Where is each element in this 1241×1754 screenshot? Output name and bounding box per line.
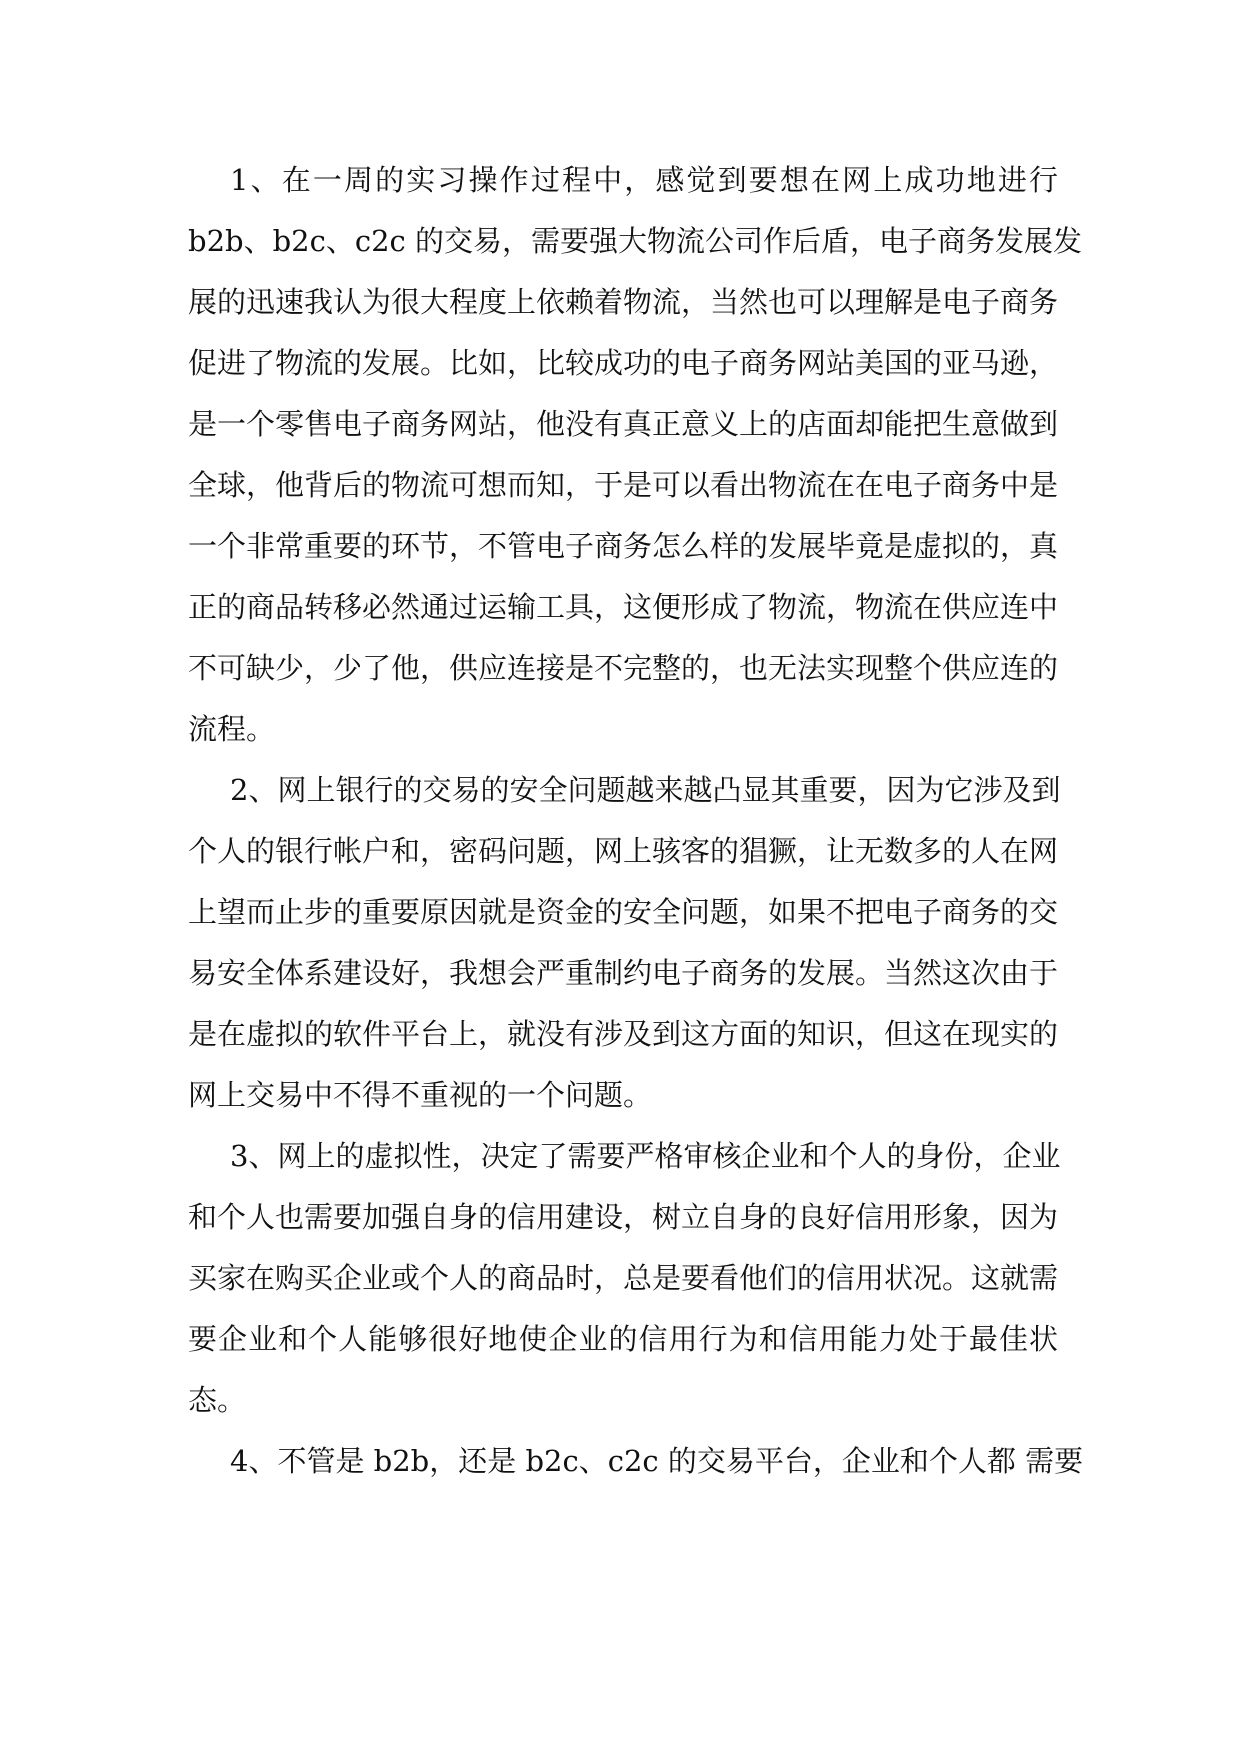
paragraph-3 [188,1126,1061,1431]
paragraph-1 [188,150,1082,760]
paragraph-line: 流程。 [188,712,276,746]
paragraph-line: 4、不管是 b2b，还是 b2c、c2c 的交易平台，企业和个人都 需要 [230,1444,1084,1478]
paragraph-line: 1、在一周的实习操作过程中，感觉到要想在网上成功地进行 [230,163,1058,197]
paragraph-line: 是在虚拟的软件平台上，就没有涉及到这方面的知识，但这在现实的 [188,1017,1059,1051]
paragraph-line: 买家在购买企业或个人的商品时，总是要看他们的信用状况。这就需 [188,1261,1059,1295]
paragraph-line: 2、网上银行的交易的安全问题越来越凸显其重要，因为它涉及到 [230,773,1061,807]
paragraph-line: 一个非常重要的环节，不管电子商务怎么样的发展毕竟是虚拟的，真 [188,529,1059,563]
paragraph-line: 展的迅速我认为很大程度上依赖着物流，当然也可以理解是电子商务 [188,285,1059,319]
paragraph-line: 正的商品转移必然通过运输工具，这便形成了物流，物流在供应连中 [188,590,1059,624]
paragraph-line: 是一个零售电子商务网站，他没有真正意义上的店面却能把生意做到 [188,407,1059,441]
document-body [188,150,1084,1492]
paragraph-line: 3、网上的虚拟性，决定了需要严格审核企业和个人的身份，企业 [230,1139,1061,1173]
paragraph-line: 上望而止步的重要原因就是资金的安全问题，如果不把电子商务的交 [188,895,1059,929]
paragraph-line: 态。 [188,1383,247,1417]
paragraph-4 [188,1431,1084,1492]
paragraph-line: 要企业和个人能够很好地使企业的信用行为和信用能力处于最佳状 [188,1322,1058,1356]
paragraph-line: 全球，他背后的物流可想而知，于是可以看出物流在在电子商务中是 [188,468,1059,502]
paragraph-line: 和个人也需要加强自身的信用建设，树立自身的良好信用形象，因为 [188,1200,1059,1234]
paragraph-line: 个人的银行帐户和，密码问题，网上骇客的猖獗，让无数多的人在网 [188,834,1059,868]
paragraph-line: 易安全体系建设好，我想会严重制约电子商务的发展。当然这次由于 [188,956,1059,990]
paragraph-line: 网上交易中不得不重视的一个问题。 [188,1078,653,1112]
paragraph-2 [188,760,1061,1126]
paragraph-line: 促进了物流的发展。比如，比较成功的电子商务网站美国的亚马逊， [188,346,1059,380]
paragraph-line: b2b、b2c、c2c 的交易，需要强大物流公司作后盾，电子商务发展发 [188,224,1082,258]
paragraph-line: 不可缺少，少了他，供应连接是不完整的，也无法实现整个供应连的 [188,651,1059,685]
